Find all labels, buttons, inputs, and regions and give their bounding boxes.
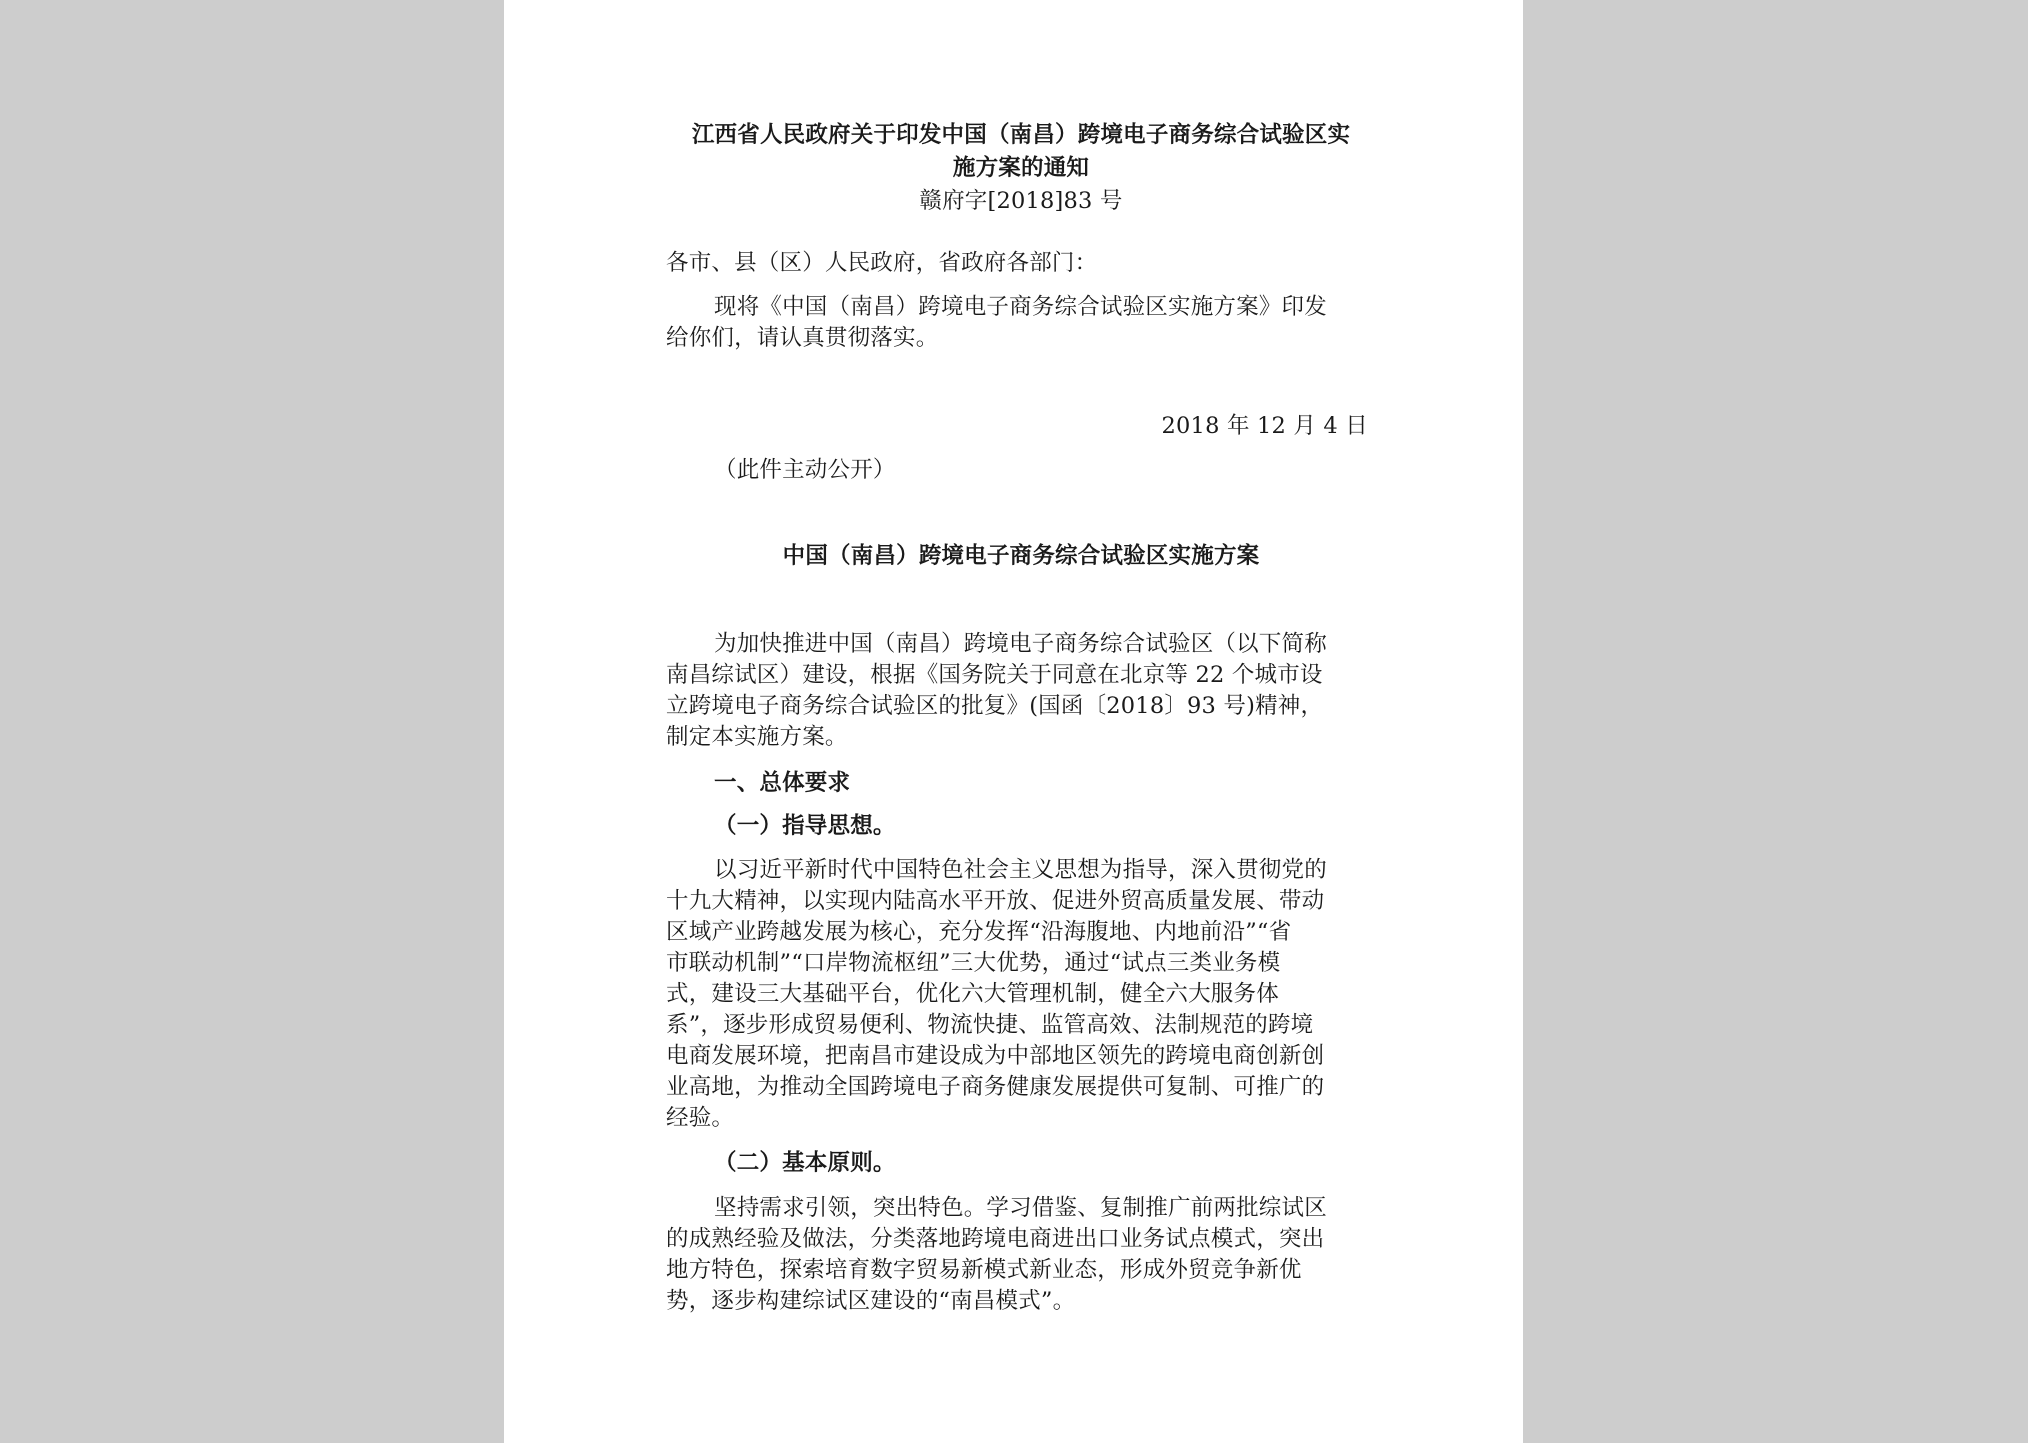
principle-line: 势，逐步构建综试区建设的“南昌模式”。 [666,1288,1076,1314]
notice-title-line-1: 江西省人民政府关于印发中国（南昌）跨境电子商务综合试验区实 [691,122,1351,148]
issue-date: 2018 年 12 月 4 日 [1161,413,1368,439]
subsection-heading: （一）指导思想。 [714,813,896,839]
notice-paragraph-line: 现将《中国（南昌）跨境电子商务综合试验区实施方案》印发 [714,294,1327,320]
intro-line: 南昌综试区）建设，根据《国务院关于同意在北京等 22 个城市设 [666,662,1323,688]
section-heading: 一、总体要求 [714,770,851,796]
plan-title: 中国（南昌）跨境电子商务综合试验区实施方案 [782,543,1260,569]
guiding-line: 业高地，为推动全国跨境电子商务健康发展提供可复制、可推广的 [666,1074,1325,1100]
guiding-line: 式，建设三大基础平台，优化六大管理机制，健全六大服务体 [666,981,1279,1007]
principle-line: 地方特色，探索培育数字贸易新模式新业态，形成外贸竞争新优 [666,1257,1302,1283]
guiding-line: 经验。 [666,1105,735,1131]
disclosure-note: （此件主动公开） [714,457,896,483]
document-page [504,0,1523,1443]
guiding-line: 电商发展环境，把南昌市建设成为中部地区领先的跨境电商创新创 [666,1043,1325,1069]
notice-title-line-2: 施方案的通知 [952,155,1090,181]
intro-line: 制定本实施方案。 [666,724,848,750]
guiding-line: 系”，逐步形成贸易便利、物流快捷、监管高效、法制规范的跨境 [666,1012,1314,1038]
guiding-line: 市联动机制”“口岸物流枢纽”三大优势，通过“试点三类业务模 [666,950,1281,976]
intro-line: 为加快推进中国（南昌）跨境电子商务综合试验区（以下简称 [714,631,1327,657]
principle-line: 坚持需求引领，突出特色。学习借鉴、复制推广前两批综试区 [714,1195,1327,1221]
principle-line: 的成熟经验及做法，分类落地跨境电商进出口业务试点模式，突出 [666,1226,1325,1252]
guiding-line: 十九大精神，以实现内陆高水平开放、促进外贸高质量发展、带动 [666,888,1325,914]
salutation: 各市、县（区）人民政府，省政府各部门： [666,250,1098,276]
guiding-line: 以习近平新时代中国特色社会主义思想为指导，深入贯彻党的 [714,857,1327,883]
guiding-line: 区域产业跨越发展为核心，充分发挥“沿海腹地、内地前沿”“省 [666,919,1292,945]
document-number: 赣府字[2018]83 号 [919,188,1123,214]
subsection-heading: （二）基本原则。 [714,1150,896,1176]
notice-paragraph-line: 给你们，请认真贯彻落实。 [666,325,939,351]
intro-line: 立跨境电子商务综合试验区的批复》(国函〔2018〕93 号)精神， [666,693,1324,719]
